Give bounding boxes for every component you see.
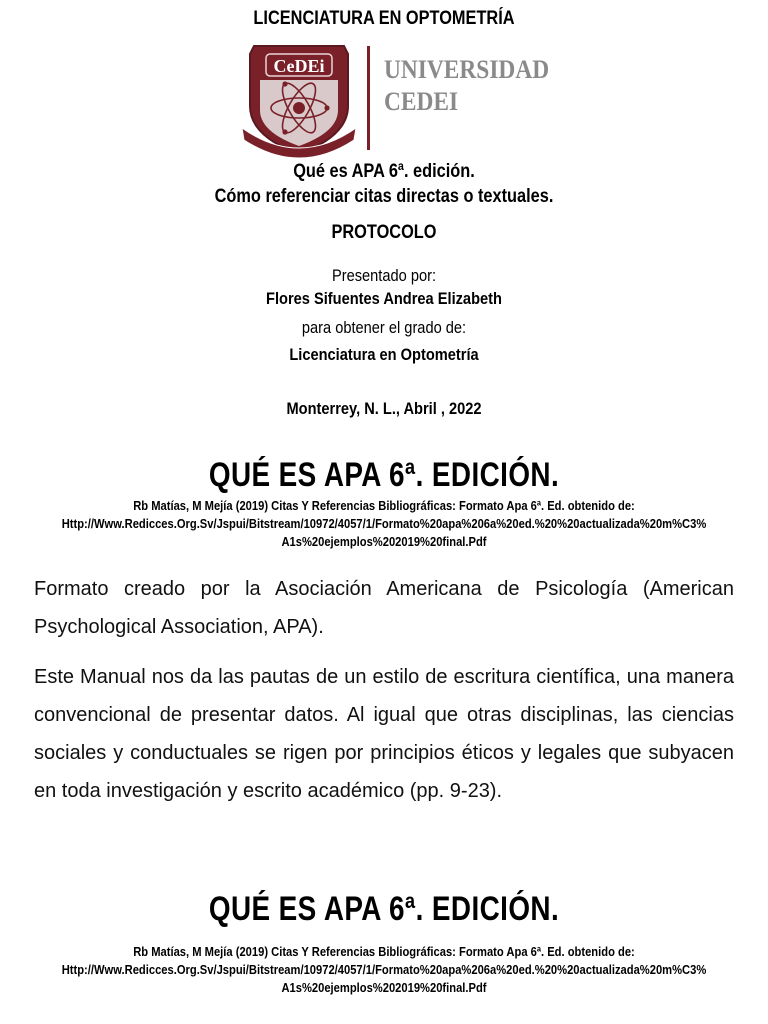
document-type: PROTOCOLO xyxy=(331,222,437,243)
university-logo xyxy=(236,40,550,158)
author-name: Flores Sifuentes Andrea Elizabeth xyxy=(266,289,502,308)
degree-name: Licenciatura en Optometría xyxy=(289,345,479,364)
body-paragraph: Este Manual nos da las pautas de un estilo de escritura científica, una manera convencional de presentar datos. Al igual que otras disciplinas, las ciencias sociales y conductuales se rigen por principios éticos y legales que subyacen en toda investigación y escrito académico (pp. 9-23). xyxy=(34,666,734,802)
reference-line: Http://Www.Redicces.Org.Sv/Jspui/Bitstream/10972/4057/1/Formato%20apa%206a%20ed.%20%20actualizada%20m%C3% xyxy=(61,516,707,531)
section-reference xyxy=(54,497,714,551)
place-date: Monterrey, N. L., Abril , 2022 xyxy=(286,399,482,418)
cover-title-line1: Qué es APA 6ª. edición. xyxy=(293,161,475,182)
body-paragraph: Formato creado por la Asociación Americana de Psicología (American Psychological Association, APA). xyxy=(34,578,734,638)
university-name-line1: UNIVERSIDAD xyxy=(384,55,550,84)
section-reference xyxy=(54,943,714,997)
section-heading: QUÉ ES APA 6ª. EDICIÓN. xyxy=(208,456,560,494)
svg-text:CeDEi: CeDEi xyxy=(273,56,325,76)
degree-label: para obtener el grado de: xyxy=(301,318,467,337)
cedei-seal-icon xyxy=(236,40,371,158)
reference-line: Rb Matías, M Mejía (2019) Citas Y Referencias Bibliográficas: Formato Apa 6ª. Ed. obtenido de: xyxy=(133,944,635,959)
logo-divider xyxy=(367,46,370,150)
reference-line: Http://Www.Redicces.Org.Sv/Jspui/Bitstream/10972/4057/1/Formato%20apa%206a%20ed.%20%20actualizada%20m%C3% xyxy=(61,962,707,977)
university-name-line2: CEDEI xyxy=(384,87,459,116)
cover-title-line2: Cómo referenciar citas directas o textuales. xyxy=(214,186,554,207)
reference-line: Rb Matías, M Mejía (2019) Citas Y Referencias Bibliográficas: Formato Apa 6ª. Ed. obtenido de: xyxy=(133,498,635,513)
university-name xyxy=(384,54,549,118)
presented-by-label: Presentado por: xyxy=(331,266,437,285)
program-header: LICENCIATURA EN OPTOMETRÍA xyxy=(253,8,515,29)
reference-line: A1s%20ejemplos%202019%20final.Pdf xyxy=(281,534,487,549)
reference-line: A1s%20ejemplos%202019%20final.Pdf xyxy=(281,980,487,995)
section-heading: QUÉ ES APA 6ª. EDICIÓN. xyxy=(208,890,560,928)
